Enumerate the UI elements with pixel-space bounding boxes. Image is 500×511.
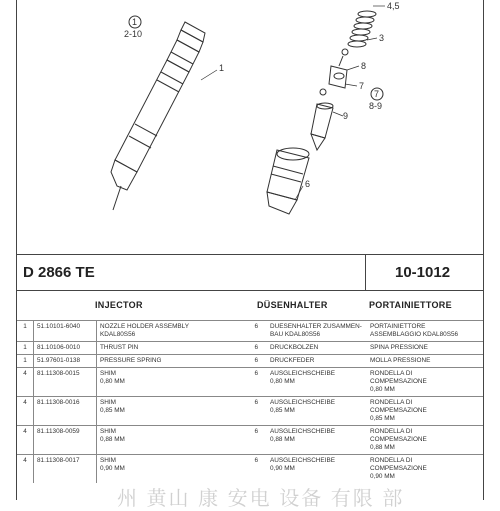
callout-4-5: 4,5 <box>387 1 400 11</box>
part-position: 6 <box>251 342 267 355</box>
part-description-en: SHIM 0,90 MM <box>97 455 252 484</box>
part-description-it: MOLLA PRESSIONE <box>367 355 483 368</box>
title-bar <box>17 254 483 291</box>
part-number: 51.10101-6040 <box>34 321 97 342</box>
table-row <box>17 397 483 426</box>
part-position: 6 <box>251 397 267 426</box>
watermark: 州 黄山 康 安电 设备 有限 部 <box>117 488 405 510</box>
part-qty: 1 <box>17 355 34 368</box>
part-qty: 4 <box>17 426 34 455</box>
parts-table <box>17 320 483 483</box>
callout-8: 8 <box>361 61 367 71</box>
part-qty: 1 <box>17 342 34 355</box>
table-row <box>17 321 483 342</box>
part-description-en: PRESSURE SPRING <box>97 355 252 368</box>
part-position: 6 <box>251 426 267 455</box>
table-row <box>17 342 483 355</box>
callout-8-9: 8-9 <box>369 101 383 111</box>
part-qty: 4 <box>17 368 34 397</box>
part-description-en: SHIM 0,85 MM <box>97 397 252 426</box>
part-description-it: RONDELLA DI COMPEMSAZIONE 0,85 MM <box>367 397 483 426</box>
part-description-it: RONDELLA DI COMPEMSAZIONE 0,80 MM <box>367 368 483 397</box>
table-row <box>17 355 483 368</box>
table-row <box>17 455 483 484</box>
part-description-de: DUESENHALTER ZUSAMMEN- BAU KDAL80S56 <box>267 321 367 342</box>
parts-sheet <box>16 0 484 510</box>
callout-1: 1 <box>219 63 225 73</box>
table-row <box>17 426 483 455</box>
part-qty: 4 <box>17 455 34 484</box>
part-description-it: RONDELLA DI COMPEMSAZIONE 0,88 MM <box>367 426 483 455</box>
part-position: 6 <box>251 368 267 397</box>
part-number: 81.11308-0015 <box>34 368 97 397</box>
title-divider <box>365 255 366 291</box>
part-description-en: SHIM 0,80 MM <box>97 368 252 397</box>
part-description-it: RONDELLA DI COMPEMSAZIONE 0,90 MM <box>367 455 483 484</box>
part-position: 6 <box>251 355 267 368</box>
part-description-en: NOZZLE HOLDER ASSEMBLY KDAL80S56 <box>97 321 252 342</box>
callout-6: 6 <box>305 179 311 189</box>
part-number: 81.11308-0059 <box>34 426 97 455</box>
column-header-it: PORTAINIETTORE <box>369 300 452 310</box>
engine-model: D 2866 TE <box>23 264 95 281</box>
group-code: 10-1012 <box>395 264 451 281</box>
part-description-de: DRUCKBOLZEN <box>267 342 367 355</box>
part-number: 51.97601-0138 <box>34 355 97 368</box>
part-description-de: AUSGLEICHSCHEIBE 0,90 MM <box>267 455 367 484</box>
part-position: 6 <box>251 321 267 342</box>
part-number: 81.11308-0016 <box>34 397 97 426</box>
part-description-en: SHIM 0,88 MM <box>97 426 252 455</box>
callout-2-10: 2-10 <box>124 29 143 39</box>
column-header-en: INJECTOR <box>95 300 143 310</box>
injector-illustration <box>17 0 483 254</box>
part-description-en: THRUST PIN <box>97 342 252 355</box>
part-description-it: SPINA PRESSIONE <box>367 342 483 355</box>
callout-9: 9 <box>343 111 349 121</box>
part-position: 6 <box>251 455 267 484</box>
part-qty: 1 <box>17 321 34 342</box>
part-description-de: AUSGLEICHSCHEIBE 0,80 MM <box>267 368 367 397</box>
part-description-de: AUSGLEICHSCHEIBE 0,88 MM <box>267 426 367 455</box>
table-row <box>17 368 483 397</box>
part-number: 81.11308-0017 <box>34 455 97 484</box>
callout-7-circle: 7 <box>374 89 380 99</box>
part-description-de: DRUCKFEDER <box>267 355 367 368</box>
part-qty: 4 <box>17 397 34 426</box>
callout-1-circle: 1 <box>132 17 138 27</box>
part-description-it: PORTAINIETTORE ASSEMBLAGGIO KDAL80S56 <box>367 321 483 342</box>
column-header-de: DÜSENHALTER <box>257 300 328 310</box>
part-description-de: AUSGLEICHSCHEIBE 0,85 MM <box>267 397 367 426</box>
part-number: 81.10106-0010 <box>34 342 97 355</box>
exploded-drawing <box>17 0 483 254</box>
callout-7: 7 <box>359 81 365 91</box>
callout-3: 3 <box>379 33 385 43</box>
